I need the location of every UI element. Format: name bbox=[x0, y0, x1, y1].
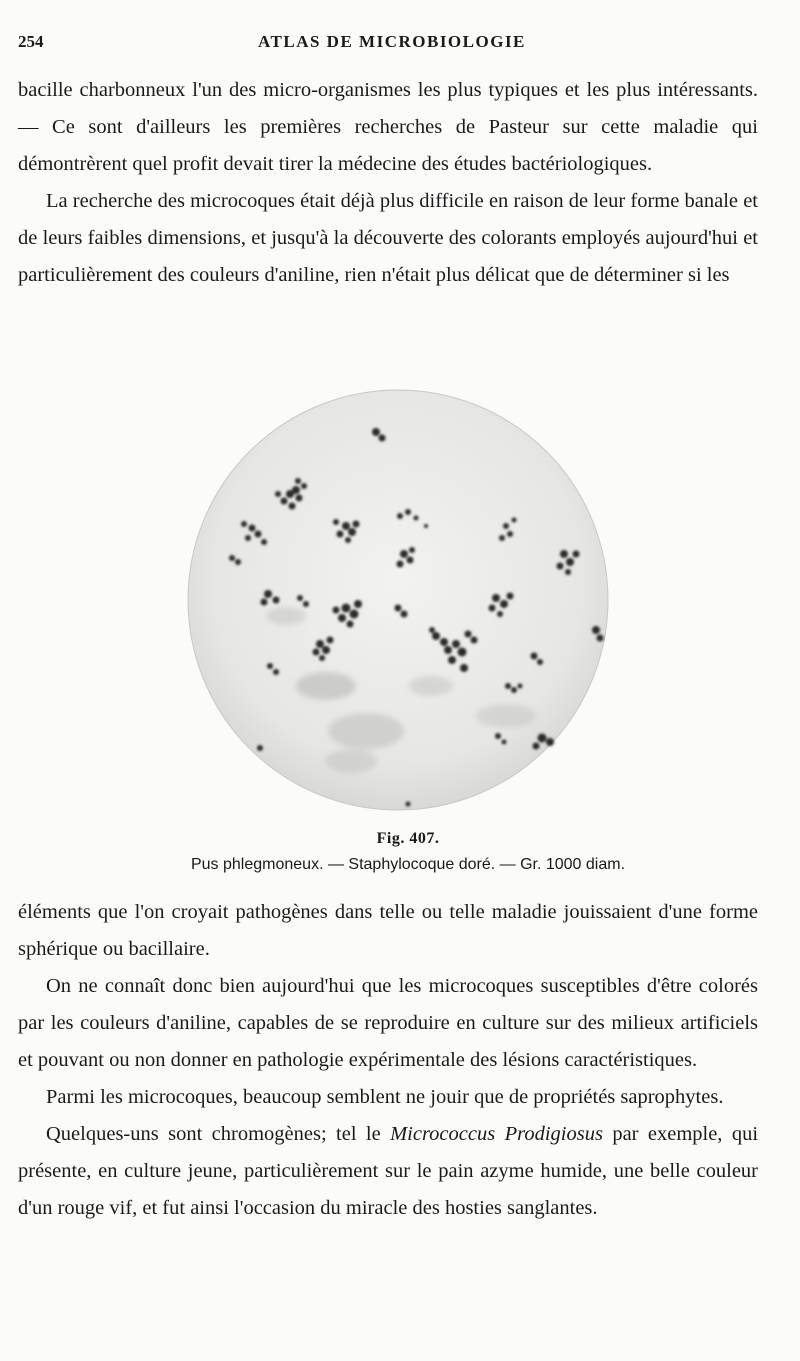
paragraph: La recherche des microcoques était déjà plus difficile en raison de leur forme banale et de leurs faibles dimensions, et jusqu'à la découverte des colorants employés aujourd'hui et particulièrement des couleurs d'aniline, rien n'était plus délicat que de déterminer si les bbox=[18, 190, 758, 286]
page-header bbox=[18, 28, 758, 58]
figure-number: Fig. 407. bbox=[376, 830, 440, 847]
paragraph: On ne connaît donc bien aujourd'hui que les microcoques susceptibles d'être colorés par les couleurs d'aniline, capables de se reproduire en culture sur des milieux artificiels et pouvant ou non donner en pathologie expérimentale des lésions caractéristiques. bbox=[18, 975, 758, 1071]
text-block-bottom bbox=[18, 894, 758, 1227]
figure-caption: Pus phlegmoneux. — Staphylocoque doré. — Gr. 1000 diam. bbox=[190, 856, 626, 873]
running-title: ATLAS DE MICROBIOLOGIE bbox=[258, 32, 526, 51]
micrograph-figure bbox=[186, 386, 610, 818]
paragraph-text: Quelques-uns sont chromogènes; tel le bbox=[46, 1123, 391, 1145]
species-name: Micrococcus Prodigiosus bbox=[390, 1123, 603, 1145]
paragraph bbox=[18, 1116, 758, 1227]
paragraph: Parmi les microcoques, beaucoup semblent ne jouir que de propriétés saprophytes. bbox=[46, 1086, 724, 1108]
page-number: 254 bbox=[18, 32, 44, 51]
paragraph: éléments que l'on croyait pathogènes dans telle ou telle maladie jouissaient d'une forme sphérique ou bacillaire. bbox=[18, 901, 758, 960]
paragraph: bacille charbonneux l'un des micro-organismes les plus typiques et les plus intéressants. — Ce sont d'ailleurs les premières recherches de Pasteur sur cette maladie qui démontrèrent quel profit devait tirer la médecine des études bactériologiques. bbox=[18, 79, 758, 175]
text-block-top bbox=[18, 72, 758, 294]
paragraph-text: par exemple, qui présente, en culture jeune, particulièrement sur le pain azyme humide, une belle couleur d'un rouge vif, et fut ainsi l'occasion du miracle des hosties sanglantes. bbox=[18, 1123, 759, 1219]
micrograph-illustration bbox=[186, 386, 610, 818]
